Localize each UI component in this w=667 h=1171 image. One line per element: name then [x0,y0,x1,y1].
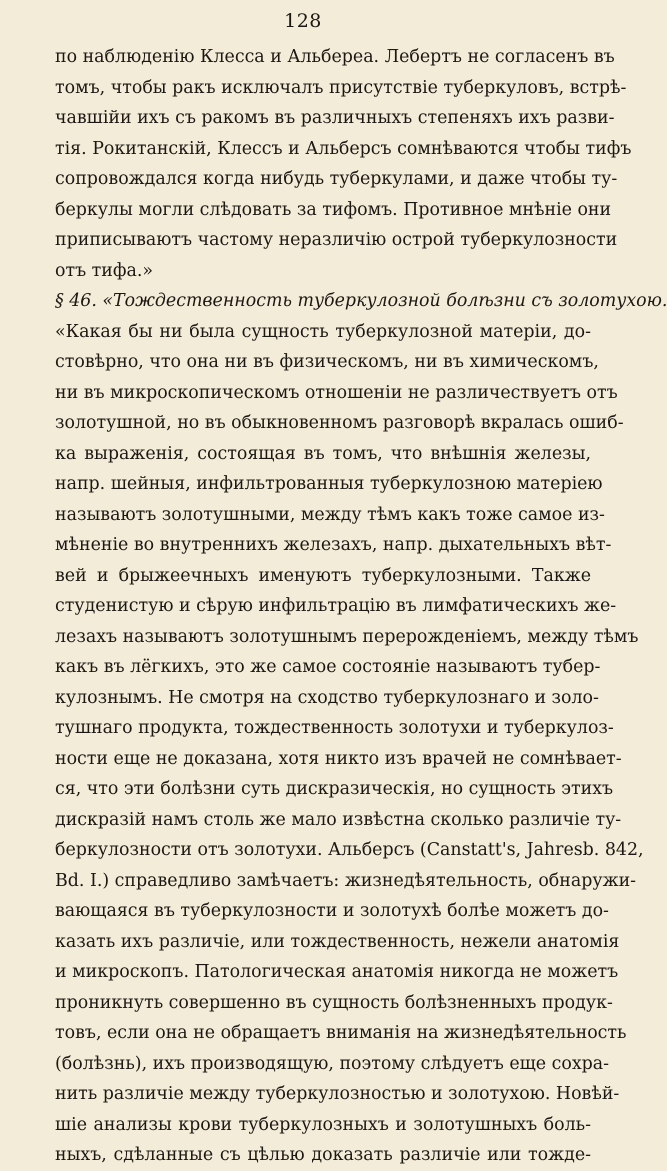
text-line: отъ тифа.» [55,260,154,281]
text-line: и микроскопъ. Патологическая анатомія никогда не можетъ [55,962,619,982]
text-line: сопровождался когда нибудь туберкулами, и даже чтобы ту- [55,169,618,189]
text-line: вающаяся въ туберкулозности и золотухѣ болѣе можетъ до- [55,901,609,921]
text-line: (болѣзнь), ихъ производящую, поэтому слѣдуетъ еще сохра- [55,1053,610,1074]
text-line: товъ, если она не обращаетъ вниманія на жизнедѣятельность [55,1023,627,1043]
text-line: лезахъ называютъ золотушнымъ перерожденіемъ, между тѣмъ [55,626,639,647]
text-line: называютъ золотушными, между тѣмъ какъ тоже самое из- [55,504,605,525]
text-line: дискразій намъ столь же мало извѣстна сколько различіе ту- [55,809,622,830]
text-line: напр. шейныя, инфильтрованныя туберкулозною матеріею [55,474,603,494]
body-text [55,42,667,1171]
text-line: студенистую и сѣрую инфильтрацію въ лимфатическихъ же- [55,596,617,616]
text-line: кулознымъ. Не смотря на сходство туберкулознаго и золо- [55,687,599,708]
text-line: нить различіе между туберкулозностью и золотухою. Новѣй- [55,1084,620,1104]
text-line: золотушной, но въ обыкновенномъ разговорѣ вкралась ошиб- [55,413,624,433]
text-line: тія. Рокитанскій, Клессъ и Альберсъ сомнѣваются чтобы тифъ [55,138,632,159]
text-line: проникнуть совершенно въ сущность болѣзненныхъ продук- [55,992,613,1013]
text-line: приписываютъ частому неразличію острой туберкулозности [55,230,618,250]
text-line: чавшійи ихъ съ ракомъ въ различныхъ степеняхъ ихъ разви- [55,108,615,128]
text-line: Bd. I.) справедливо замѣчаетъ: жизнедѣятельность, обнаружи- [55,870,637,891]
text-line: ныхъ, сдѣланные съ цѣлью доказать различіе или тожде- [55,1145,591,1165]
text-line: мѣненіе во внутреннихъ железахъ, напр. дыхательныхъ вѣт- [55,535,612,555]
text-line: по наблюденію Клесса и Альбереа. Лебертъ не согласенъ въ [55,47,615,67]
text-line: ка выраженія, состоящая въ томъ, что внѣшнія железы, [55,443,591,464]
text-line: беркулозности отъ золотухи. Альберсъ (Canstatt's, Jahresb. 842, [55,840,644,860]
text-line: ся, что эти болѣзни суть дискразическія, но сущность этихъ [55,779,614,799]
page-number: 128 [284,10,322,32]
text-line: казать ихъ различіе, или тождественность, нежели анатомія [55,931,620,952]
section-heading: § 46. «Тождественность туберкулозной болѣзни съ золотухою. [55,291,667,311]
text-line: беркулы могли слѣдовать за тифомъ. Противное мнѣніе они [55,199,612,220]
text-line: «Какая бы ни была сущность туберкулозной матеріи, до- [55,321,591,342]
text-line: стовѣрно, что она ни въ физическомъ, ни въ химическомъ, [55,352,599,372]
text-line: шіе анализы крови туберкулозныхъ и золотушныхъ боль- [55,1114,591,1135]
text-line: тушнаго продукта, тождественность золотухи и туберкулоз- [55,718,614,738]
text-line: ни въ микроскопическомъ отношеніи не различествуетъ отъ [55,382,618,403]
text-line: ности еще не доказана, хотя никто изъ врачей не сомнѣвает- [55,748,622,769]
text-line: какъ въ лёгкихъ, это же самое состояніе называютъ тубер- [55,657,601,677]
text-line: вей и брыжеечныхъ именуютъ туберкулозными. Также [55,565,591,586]
text-line: томъ, чтобы ракъ исключалъ присутствіе туберкуловъ, встрѣ- [55,77,627,98]
